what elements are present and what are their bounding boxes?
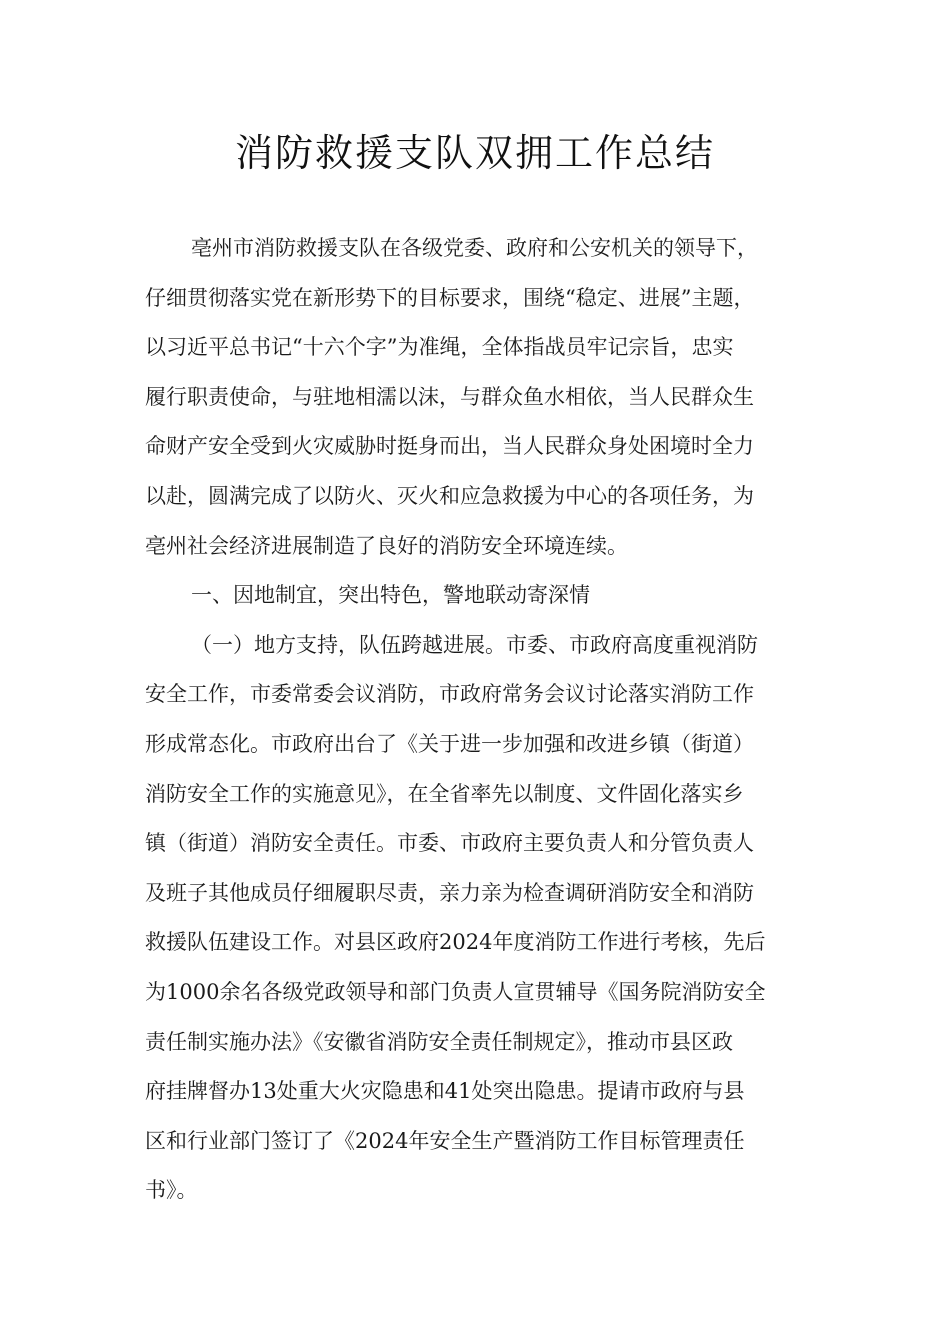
paragraph-line: 以习近平总书记“十六个字”为准绳，全体指战员牢记宗旨，忠实: [145, 335, 734, 360]
paragraph-line: 消防安全工作的实施意见》，在全省率先以制度、文件固化落实乡: [145, 781, 744, 806]
section-heading: 一、因地制宜，突出特色，警地联动寄深情: [191, 583, 590, 608]
paragraph-line: （一）地方支持，队伍跨越进展。市委、市政府高度重视消防: [191, 632, 758, 657]
paragraph-line: 命财产安全受到火灾威胁时挺身而出，当人民群众身处困境时全力: [145, 434, 754, 459]
paragraph-line: 亳州社会经济进展制造了良好的消防安全环境连续。: [145, 533, 628, 558]
paragraph-line: 安全工作，市委常委会议消防，市政府常务会议讨论落实消防工作: [145, 682, 754, 707]
document-title: 消防救援支队双拥工作总结: [234, 131, 715, 175]
paragraph-line: 以赴，圆满完成了以防火、灭火和应急救援为中心的各项任务，为: [145, 483, 754, 508]
paragraph-line: 及班子其他成员仔细履职尽责，亲力亲为检查调研消防安全和消防: [145, 880, 754, 905]
paragraph-line: 履行职责使命，与驻地相濡以沫，与群众鱼水相依，当人民群众生: [145, 384, 754, 409]
paragraph-line: 亳州市消防救援支队在各级党委、政府和公安机关的领导下，: [191, 236, 758, 260]
paragraph-line: 仔细贯彻落实党在新形势下的目标要求，围绕“稳定、进展”主题，: [145, 285, 755, 310]
paragraph-line: 为1000余名各级党政领导和部门负责人宣贯辅导《国务院消防安全: [145, 979, 766, 1004]
paragraph-line: 书》。: [145, 1178, 198, 1203]
paragraph-line: 区和行业部门签订了《2024年安全生产暨消防工作目标管理责任: [145, 1128, 745, 1153]
paragraph-line: 府挂牌督办13处重大火灾隐患和41处突出隐患。提请市政府与县: [145, 1079, 745, 1104]
paragraph-line: 镇（街道）消防安全责任。市委、市政府主要负责人和分管负责人: [145, 831, 754, 856]
paragraph-line: 责任制实施办法》《安徽省消防安全责任制规定》，推动市县区政: [145, 1029, 733, 1054]
paragraph-line: 救援队伍建设工作。对县区政府2024年度消防工作进行考核，先后: [145, 930, 766, 955]
paragraph-line: 形成常态化。市政府出台了《关于进一步加强和改进乡镇（街道）: [145, 731, 754, 756]
document-body: [145, 224, 815, 1216]
